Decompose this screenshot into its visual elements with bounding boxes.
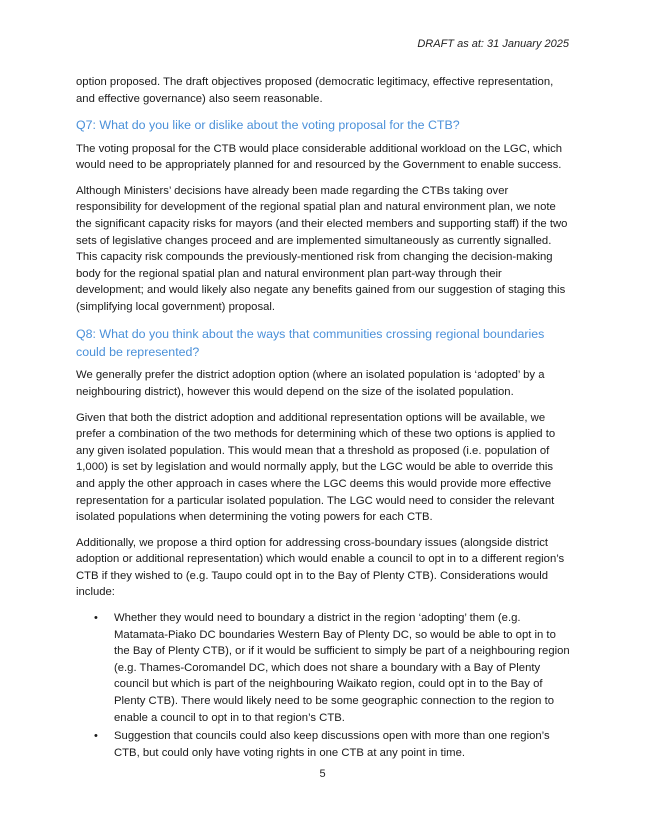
page-number: 5 [319, 768, 326, 780]
question-heading-q7: Q7: What do you like or dislike about the voting proposal for the CTB? [76, 118, 460, 133]
paragraph: The voting proposal for the CTB would place considerable additional workload on the LGC, which would need to be appropriately planned for and resourced by the Government to enable success. [76, 142, 563, 172]
draft-date-header: DRAFT as at: 31 January 2025 [417, 38, 569, 50]
paragraph: option proposed. The draft objectives proposed (democratic legitimacy, effective representation, and effective governance) also seem reasonable. [76, 76, 554, 105]
considerations-list [76, 610, 572, 761]
paragraph: Additionally, we propose a third option for addressing cross-boundary issues (alongside district adoption or additional representation) which would enable a council to opt in to a different region’s CTB if they wished to (e.g. Taupo could opt in to the Bay of Plenty CTB). Considerations would include: [76, 536, 565, 599]
list-item [94, 610, 572, 726]
question-heading-q8: Q8: What do you think about the ways that communities crossing regional boundaries could be represented? [76, 326, 545, 359]
paragraph: Although Ministers’ decisions have already been made regarding the CTBs taking over responsibility for development of the regional spatial plan and natural environment plan, we note the significant capacity risks for mayors (and their elected members and supporting staff) if the two sets of legislative changes proceed and are implemented simultaneously as currently signalled. This capacity risk compounds the previously-mentioned risk from changing the decision-making body for the regional spatial plan and natural environment plan part-way through their development; and would likely also negate any benefits gained from our suggestion of staging this (simplifying local government) proposal. [76, 184, 568, 313]
bullet-glyph: • [94, 612, 98, 625]
list-item [94, 728, 572, 761]
paragraph: Given that both the district adoption and additional representation options will be available, we prefer a combination of the two methods for determining which of these two options is applied to any given isolated population. This would mean that a threshold as proposed (i.e. population of 1,000) is set by legislation and would normally apply, but the LGC would be able to override this and apply the other approach in cases where the LGC deems this would provide more effective representation for a particular isolated population. The LGC would need to consider the relevant isolated populations when determining the voting powers for each CTB. [76, 411, 556, 524]
paragraph: We generally prefer the district adoption option (where an isolated population is ‘adopted’ by a neighbouring district), however this would depend on the size of the isolated population. [76, 369, 545, 398]
bullet-glyph: • [94, 730, 98, 743]
list-item-text: Suggestion that councils could also keep discussions open with more than one region’s CTB, but could only have voting rights in one CTB at any point in time. [114, 730, 550, 759]
list-item-text: Whether they would need to boundary a district in the region ‘adopting’ them (e.g. Matamata-Piako DC boundaries Western Bay of Plenty DC, so would be able to opt in to the Bay of Plenty CTB), or if it would be sufficient to simply be part of a neighbouring region (e.g. Thames-Coromandel DC, which does not share a boundary with a Bay of Plenty council but which is part of the neighbouring Waikato region, could opt in to the Bay of Plenty CTB). There would likely need to be some geographic connection to the region to enable a council to opt in to that region’s CTB. [114, 612, 570, 724]
document-body [76, 74, 572, 763]
